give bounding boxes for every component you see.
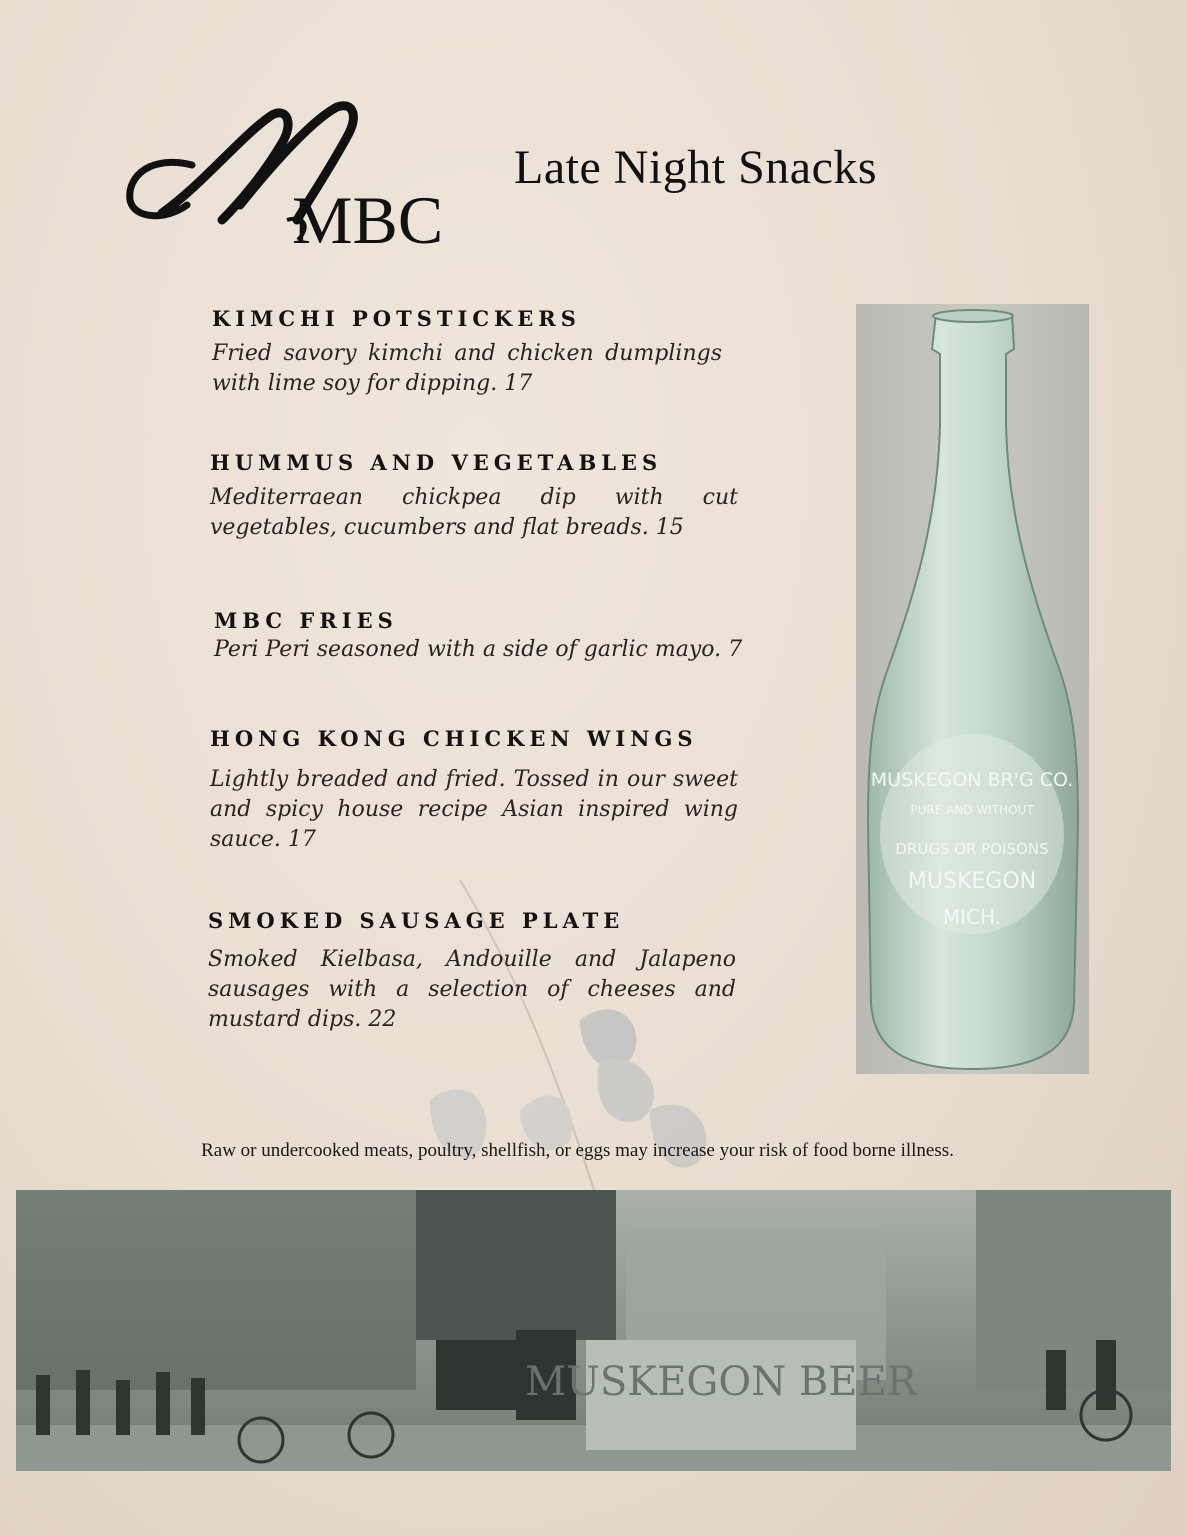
bottle-embossing-line: DRUGS OR POISONS [895, 840, 1049, 858]
mbc-logo [122, 95, 444, 258]
menu-item [208, 908, 736, 1035]
bottle-embossing-line: MUSKEGON [907, 869, 1037, 894]
item-description: Smoked Kielbasa, Andouille and Jalapeno sausages with a selection of cheeses and mustard dips. 22 [208, 947, 736, 1032]
bottle-embossing-line: PURE AND WITHOUT [910, 803, 1034, 817]
logo-letters: MBC [292, 182, 444, 258]
food-safety-disclaimer: Raw or undercooked meats, poultry, shellfish, or eggs may increase your risk of food borne illness. [201, 1140, 954, 1161]
menu-item [214, 608, 742, 665]
item-name: SMOKED SAUSAGE PLATE [208, 908, 625, 933]
parade-image [16, 1190, 1171, 1471]
menu-item [210, 450, 738, 543]
item-name: MBC FRIES [214, 608, 398, 633]
bottle-image [856, 304, 1089, 1074]
menu-item [212, 306, 740, 399]
item-description: Peri Peri seasoned with a side of garlic mayo. 7 [214, 637, 743, 662]
bottle-embossing-line: MUSKEGON BR'G CO. [870, 769, 1074, 791]
item-name: HUMMUS AND VEGETABLES [210, 450, 663, 475]
item-name: HONG KONG CHICKEN WINGS [210, 726, 698, 751]
page-title: Late Night Snacks [514, 141, 878, 194]
item-name: KIMCHI POTSTICKERS [212, 306, 581, 331]
item-description: Mediterraean chickpea dip with cut vegetables, cucumbers and flat breads. 15 [210, 485, 738, 540]
bottle-photo [856, 304, 1089, 1074]
bottle-embossing-line: MICH. [942, 905, 1002, 929]
item-description: Fried savory kimchi and chicken dumplings with lime soy for dipping. 17 [212, 341, 722, 396]
menu-item [210, 726, 738, 855]
item-description: Lightly breaded and fried. Tossed in our sweet and spicy house recipe Asian inspired wing sauce. 17 [210, 767, 738, 852]
parade-sign-text: MUSKEGON BEER [525, 1359, 917, 1405]
parade-photo [16, 1190, 1171, 1471]
